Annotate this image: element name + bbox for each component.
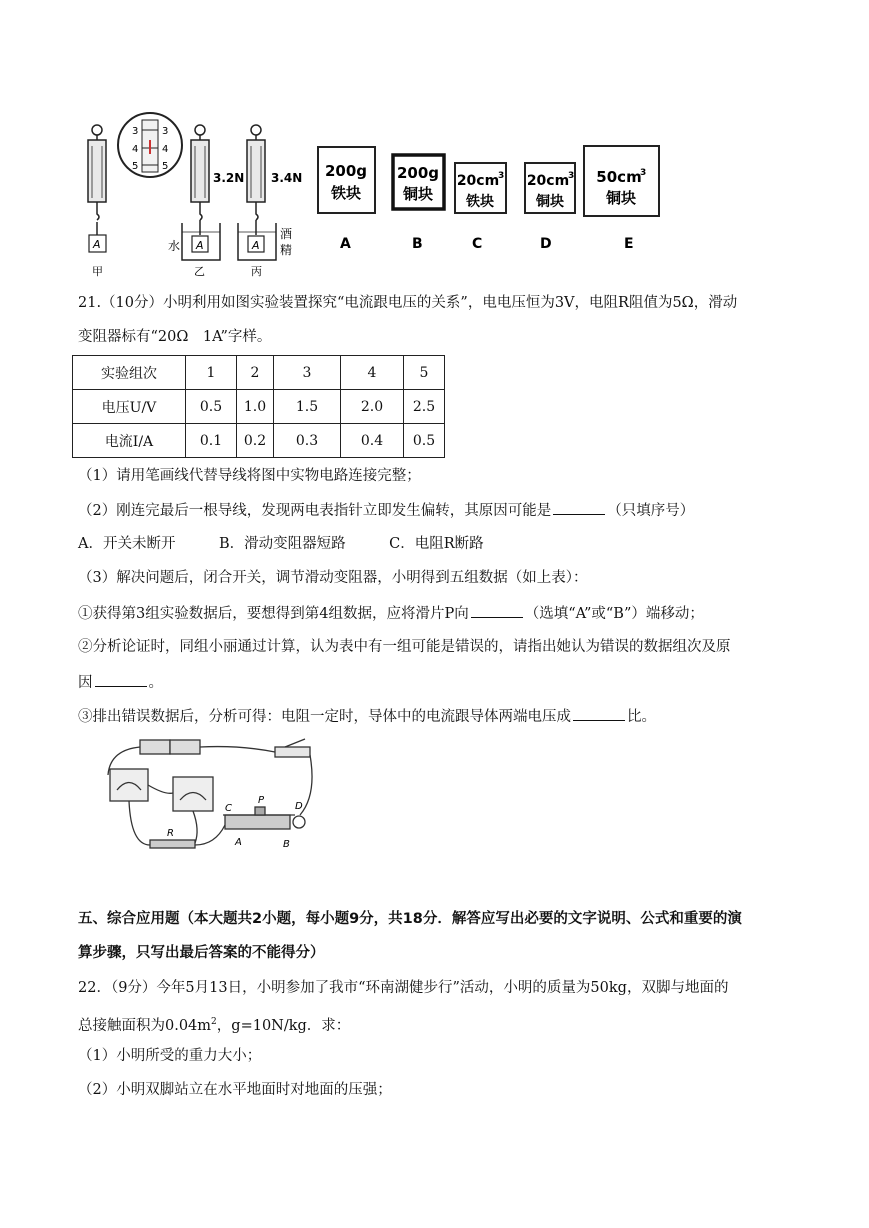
top-figure bbox=[70, 110, 690, 285]
block-e-line2: 铜块 bbox=[605, 189, 637, 207]
spring-scale-jia bbox=[88, 125, 106, 252]
alcohol-label: 精 bbox=[280, 243, 293, 257]
q22-line2-rest: ，g=10N/kg．求： bbox=[216, 1017, 351, 1034]
q21-sub1-note: （选填“A”或“B”）端移动； bbox=[524, 606, 704, 622]
scale-num: 4 bbox=[162, 144, 169, 155]
q21-line1: 21.（10分）小明利用如图实验装置探究“电流跟电压的关系”，电电压恒为3V，电阻R阻值为5Ω，滑动 bbox=[78, 295, 738, 311]
q22-line2-text: 总接触面积为0.04m bbox=[78, 1017, 212, 1034]
block-d-sup: 3 bbox=[568, 171, 575, 181]
table-cell: 0.2 bbox=[237, 424, 274, 458]
q21-sub2-cont-text: 因 bbox=[78, 675, 93, 691]
label-a: A bbox=[235, 837, 242, 848]
alcohol-label: 酒 bbox=[280, 227, 293, 241]
label-c: C bbox=[225, 803, 232, 814]
answer-blank[interactable] bbox=[573, 706, 625, 721]
scale-num: 5 bbox=[162, 161, 169, 172]
table-cell: 1 bbox=[186, 356, 237, 390]
table-cell: 0.5 bbox=[186, 390, 237, 424]
table-row bbox=[73, 356, 445, 390]
table-cell: 2.0 bbox=[341, 390, 404, 424]
block-a-box bbox=[318, 147, 375, 213]
block-b-line2: 铜块 bbox=[402, 185, 434, 203]
scale-num: 3 bbox=[162, 126, 169, 137]
table-cell: 电流I/A bbox=[73, 424, 186, 458]
block-c-sup: 3 bbox=[498, 171, 505, 181]
scale-num: 3 bbox=[132, 126, 139, 137]
reading-yi: 3.2N bbox=[213, 171, 245, 185]
table-cell: 0.3 bbox=[274, 424, 341, 458]
q22-line2-sup: 2 bbox=[211, 1017, 217, 1027]
block-letter: A bbox=[93, 238, 101, 251]
reading-bing: 3.4N bbox=[271, 171, 303, 185]
section5-heading-line2: 算步骤，只写出最后答案的不能得分） bbox=[78, 945, 325, 961]
water-label: 水 bbox=[168, 239, 181, 253]
q22-line1: 22．（9分）今年5月13日，小明参加了我市“环南湖健步行”活动，小明的质量为50kg，双脚与地面的 bbox=[78, 980, 729, 996]
magnified-scale bbox=[118, 113, 182, 177]
block-c-line1: 20cm bbox=[456, 173, 500, 189]
answer-blank[interactable] bbox=[471, 603, 523, 618]
q21-sub2: ②分析论证时，同组小丽通过计算，认为表中有一组可能是错误的，请指出她认为错误的数据组次及原 bbox=[78, 639, 731, 655]
caption-bing: 丙 bbox=[251, 265, 262, 278]
q21-part2 bbox=[78, 500, 694, 521]
label-p: P bbox=[258, 795, 265, 806]
q22-line2 bbox=[78, 1012, 350, 1036]
table-cell: 5 bbox=[404, 356, 445, 390]
table-cell: 1.0 bbox=[237, 390, 274, 424]
table-cell: 2.5 bbox=[404, 390, 445, 424]
q21-part1: （1）请用笔画线代替导线将图中实物电路连接完整； bbox=[78, 468, 421, 484]
scale-num: 4 bbox=[132, 144, 139, 155]
block-a-line1: 200g bbox=[324, 162, 368, 180]
data-table bbox=[72, 355, 445, 458]
table-cell: 2 bbox=[237, 356, 274, 390]
block-e-line1: 50cm bbox=[596, 168, 642, 186]
label-b: B bbox=[283, 839, 290, 850]
table-cell: 1.5 bbox=[274, 390, 341, 424]
table-cell: 电压U/V bbox=[73, 390, 186, 424]
block-b-letter: B bbox=[412, 236, 423, 252]
table-cell: 实验组次 bbox=[73, 356, 186, 390]
answer-blank[interactable] bbox=[95, 672, 147, 687]
table-row bbox=[73, 424, 445, 458]
label-d: D bbox=[295, 801, 303, 812]
scale-num: 5 bbox=[132, 161, 139, 172]
q21-sub1-text: ①获得第3组实验数据后，要想得到第4组数据，应将滑片P向 bbox=[78, 606, 469, 622]
q21-part2-note: （只填序号） bbox=[607, 503, 695, 519]
table-cell: 0.5 bbox=[404, 424, 445, 458]
q21-options: A．开关未断开 B．滑动变阻器短路 C．电阻R断路 bbox=[78, 536, 484, 552]
table-row bbox=[73, 390, 445, 424]
q22-part1: （1）小明所受的重力大小； bbox=[78, 1048, 262, 1064]
block-e-letter: E bbox=[624, 236, 634, 252]
answer-blank[interactable] bbox=[553, 500, 605, 515]
block-c-line2: 铁块 bbox=[466, 194, 494, 210]
caption-yi: 乙 bbox=[194, 265, 205, 278]
block-d-letter: D bbox=[540, 236, 552, 252]
block-letter: A bbox=[252, 239, 260, 252]
table-cell: 0.1 bbox=[186, 424, 237, 458]
block-a-line2: 铁块 bbox=[330, 184, 362, 202]
q21-line2: 变阻器标有“20Ω 1A”字样。 bbox=[78, 329, 272, 345]
section5-heading-line1: 五、综合应用题（本大题共2小题，每小题9分，共18分．解答应写出必要的文字说明、公式和重要的演 bbox=[78, 911, 742, 927]
label-r: R bbox=[167, 828, 174, 839]
block-a-letter: A bbox=[340, 236, 351, 252]
table-cell: 3 bbox=[274, 356, 341, 390]
q21-part3: （3）解决问题后，闭合开关，调节滑动变阻器，小明得到五组数据（如上表）： bbox=[78, 570, 588, 586]
q21-sub3 bbox=[78, 706, 656, 727]
table-cell: 4 bbox=[341, 356, 404, 390]
q21-sub2-end: 。 bbox=[148, 675, 163, 691]
block-d-line2: 铜块 bbox=[536, 194, 564, 210]
q21-part2-text: （2）刚连完最后一根导线，发现两电表指针立即发生偏转，其原因可能是 bbox=[78, 503, 552, 519]
block-e-sup: 3 bbox=[640, 168, 647, 178]
caption-jia: 甲 bbox=[92, 265, 103, 278]
q22-part2: （2）小明双脚站立在水平地面时对地面的压强； bbox=[78, 1082, 392, 1098]
q21-sub3-end: 比。 bbox=[627, 709, 656, 725]
q21-sub3-text: ③排出错误数据后，分析可得：电阻一定时，导体中的电流跟导体两端电压成 bbox=[78, 709, 571, 725]
table-cell: 0.4 bbox=[341, 424, 404, 458]
circuit-diagram bbox=[105, 735, 320, 860]
q21-sub2-cont bbox=[78, 672, 163, 693]
block-d-line1: 20cm bbox=[526, 173, 570, 189]
block-letter: A bbox=[196, 239, 204, 252]
block-b-line1: 200g bbox=[396, 164, 440, 182]
block-c-letter: C bbox=[472, 236, 483, 252]
q21-sub1 bbox=[78, 603, 704, 624]
